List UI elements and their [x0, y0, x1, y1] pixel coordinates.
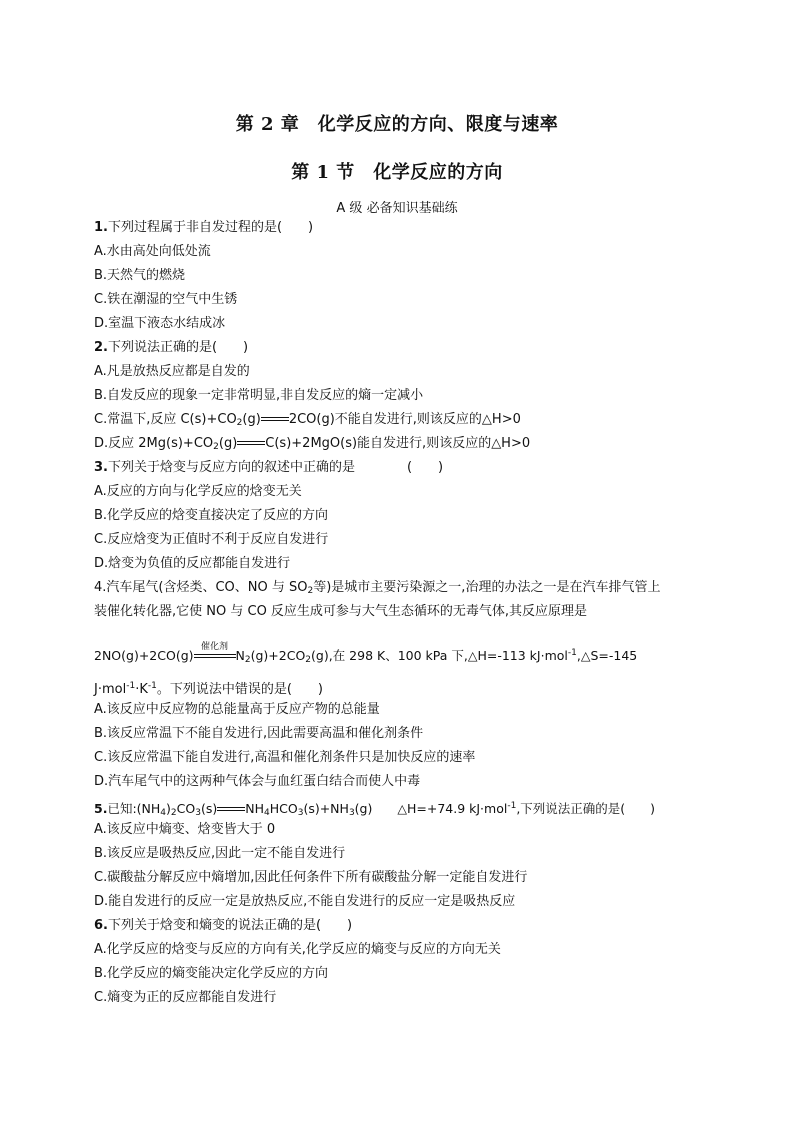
q2-c-text-1: C.常温下,反应 C(s)+CO [94, 412, 237, 427]
chapter-title: 第 2 章 化学反应的方向、限度与速率 [235, 114, 559, 135]
q5-option-a: A.该反应中熵变、焓变皆大于 0 [94, 822, 276, 837]
subscript: 4 [160, 808, 167, 818]
q1-number: 1. [94, 220, 108, 235]
subscript: 3 [348, 808, 355, 818]
q4-eq-text-4: (g),在 298 K、100 kPa 下,△H=-113 kJ·mol [311, 648, 568, 663]
equals-arrow-icon [261, 415, 289, 425]
q5-option-d: D.能自发进行的反应一定是放热反应,不能自发进行的反应一定是吸热反应 [94, 894, 516, 909]
subscript: 3 [297, 808, 304, 818]
q2-number: 2. [94, 340, 108, 355]
q5-text-9: ,下列说法正确的是( ) [516, 801, 656, 816]
q4-stem-line-1 [94, 579, 660, 600]
equals-arrow-icon [217, 805, 245, 815]
q5-text-6: HCO [269, 801, 298, 816]
q2-option-a: A.凡是放热反应都是自发的 [94, 364, 250, 379]
q5-option-b: B.该反应是吸热反应,因此一定不能自发进行 [94, 846, 346, 861]
q3-option-b: B.化学反应的焓变直接决定了反应的方向 [94, 508, 329, 523]
q4-number: 4. [94, 580, 107, 595]
q4-option-a: A.该反应中反应物的总能量高于反应产物的总能量 [94, 702, 380, 717]
q4-unit-text-1: J·mol [94, 682, 127, 697]
q2-option-c [94, 411, 521, 432]
catalyst-arrow-icon [194, 641, 236, 662]
q2-c-text-3: 2CO(g)不能自发进行,则该反应的△H>0 [288, 412, 521, 427]
q1-option-a: A.水由高处向低处流 [94, 244, 211, 259]
q2-d-text-2: (g) [218, 436, 238, 451]
q6-option-b: B.化学反应的熵变能决定化学反应的方向 [94, 966, 329, 981]
q2-option-b: B.自发反应的现象一定非常明显,非自发反应的熵一定减小 [94, 388, 424, 403]
q4-option-b: B.该反应常温下不能自发进行,因此需要高温和催化剂条件 [94, 726, 424, 741]
q4-eq-text-1: 2NO(g)+2CO(g) [94, 648, 194, 663]
subscript: 2 [244, 655, 251, 665]
superscript: -1 [126, 681, 136, 691]
q2-c-text-2: (g) [242, 412, 261, 427]
q2-stem-text: 下列说法正确的是( ) [107, 340, 249, 355]
q4-stem-text-2: 等)是城市主要污染源之一,治理的办法之一是在汽车排气管上 [313, 580, 661, 595]
q3-stem [94, 459, 443, 477]
q1-option-b: B.天然气的燃烧 [94, 268, 186, 283]
q6-stem [94, 917, 352, 935]
q5-text-7: (s)+NH [303, 801, 349, 816]
q4-option-d: D.汽车尾气中的这两种气体会与血红蛋白结合而使人中毒 [94, 774, 421, 789]
q4-stem-line-4 [94, 677, 323, 699]
q4-unit-text-2: ·K [135, 682, 148, 697]
superscript: -1 [147, 681, 157, 691]
q5-text-5: NH [245, 801, 264, 816]
subscript: 2 [170, 808, 177, 818]
superscript: -1 [567, 648, 577, 658]
q2-stem [94, 339, 248, 357]
q5-text-2: ) [166, 801, 171, 816]
subscript: 2 [305, 655, 312, 665]
q5-text-3: CO [176, 801, 196, 816]
q6-number: 6. [94, 918, 108, 933]
q4-option-c: C.该反应常温下能自发进行,高温和催化剂条件只是加快反应的速率 [94, 750, 476, 765]
superscript: -1 [507, 801, 517, 811]
equals-arrow-icon [237, 439, 265, 449]
q1-stem-text: 下列过程属于非自发过程的是( ) [107, 220, 314, 235]
q5-number: 5. [94, 801, 108, 816]
q5-option-c: C.碳酸盐分解反应中熵增加,因此任何条件下所有碳酸盐分解一定能自发进行 [94, 870, 528, 885]
q1-option-d: D.室温下液态水结成冰 [94, 316, 226, 331]
subscript: 2 [213, 442, 219, 452]
subscript: 2 [307, 586, 314, 596]
q4-eq-text-2: N [235, 648, 245, 663]
q6-option-a: A.化学反应的焓变与反应的方向有关,化学反应的熵变与反应的方向无关 [94, 942, 501, 957]
q4-stem-text-1: 汽车尾气(含烃类、CO、NO 与 SO [106, 580, 308, 595]
q3-option-c: C.反应焓变为正值时不利于反应自发进行 [94, 532, 329, 547]
q4-eq-text-3: (g)+2CO [250, 648, 306, 663]
q4-stem-line-2: 装催化转化器,它使 NO 与 CO 反应生成可参与大气生态循环的无毒气体,其反应原理是 [94, 604, 588, 619]
q6-stem-text: 下列关于焓变和熵变的说法正确的是( ) [107, 918, 353, 933]
q2-d-text-3: C(s)+2MgO(s)能自发进行,则该反应的△H>0 [265, 436, 531, 451]
q4-eq-text-5: ,△S=-145 [576, 648, 638, 663]
subscript: 4 [264, 808, 270, 818]
q1-option-c: C.铁在潮湿的空气中生锈 [94, 292, 238, 307]
q5-text-8: (g) △H=+74.9 kJ·mol [354, 801, 508, 816]
q3-option-d: D.焓变为负值的反应都能自发进行 [94, 556, 291, 571]
q3-option-a: A.反应的方向与化学反应的焓变无关 [94, 484, 302, 499]
section-title: 第 1 节 化学反应的方向 [291, 162, 503, 183]
q2-option-d [94, 435, 530, 456]
q5-stem [94, 797, 655, 822]
q1-stem [94, 219, 313, 237]
subscript: 3 [195, 808, 201, 818]
subscript: 2 [236, 418, 243, 428]
q3-stem-text: 下列关于焓变与反应方向的叙述中正确的是 ( ) [107, 460, 444, 475]
q5-text-1: 已知:(NH [107, 801, 161, 816]
q2-d-text-1: D.反应 2Mg(s)+CO [94, 436, 214, 451]
q4-unit-text-3: 。下列说法中错误的是( ) [156, 682, 323, 697]
q5-text-4: (s) [200, 801, 218, 816]
q4-equation [94, 641, 638, 669]
q3-number: 3. [94, 460, 108, 475]
catalyst-label: 催化剂 [201, 641, 229, 652]
q6-option-c: C.熵变为正的反应都能自发进行 [94, 990, 277, 1005]
level-heading: A 级 必备知识基础练 [336, 201, 458, 216]
